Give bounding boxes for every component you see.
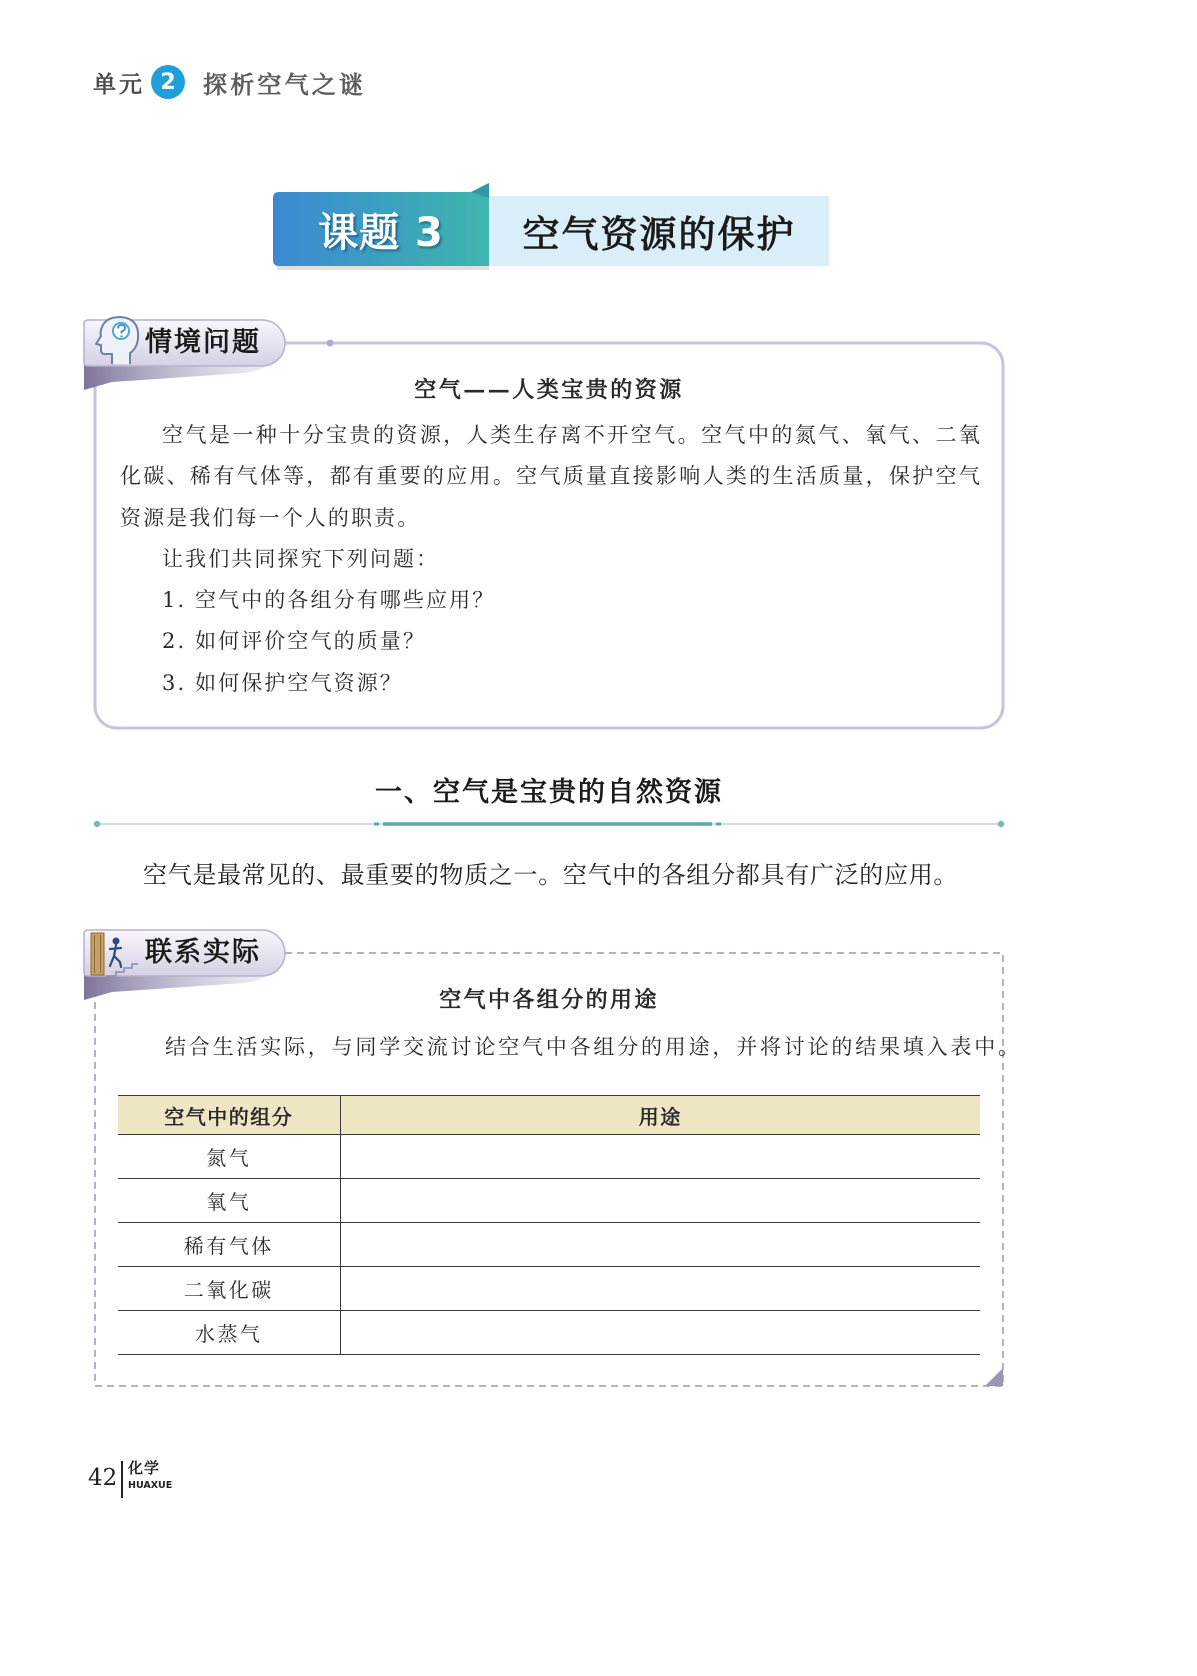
scenario-title: 空气——人类宝贵的资源 (414, 377, 684, 403)
unit-label: 单元 (93, 71, 145, 98)
unit-title: 探析空气之谜 (203, 70, 367, 99)
practice-title: 空气中各组分的用途 (439, 987, 659, 1013)
table-row (118, 1311, 980, 1355)
use-cell (340, 1179, 980, 1223)
use-cell (340, 1135, 980, 1179)
practice-instruction: 结合生活实际，与同学交流讨论空气中各组分的用途，并将讨论的结果填入表中。 (165, 1035, 1022, 1059)
use-cell (340, 1311, 980, 1355)
scenario-box-dot (327, 340, 334, 347)
scenario-body (120, 415, 982, 704)
practice-tag-label: 联系实际 (145, 937, 261, 968)
subject-pinyin: HUAXUE (128, 1480, 173, 1491)
component-cell: 稀有气体 (118, 1223, 340, 1267)
unit-header (93, 63, 366, 101)
question-item: 2. 如何评价空气的质量？ (162, 629, 427, 654)
page-number: 42 (88, 1465, 118, 1491)
section-intro: 空气是最常见的、最重要的物质之一。空气中的各组分都具有广泛的应用。 (143, 861, 959, 889)
unit-number-badge: 2 (151, 65, 185, 99)
component-cell: 二氧化碳 (118, 1267, 340, 1311)
subject-name: 化学 (128, 1459, 161, 1477)
footer-divider (121, 1461, 123, 1498)
section-heading: 一、空气是宝贵的自然资源 (375, 777, 723, 808)
table-row (118, 1267, 980, 1311)
use-cell (340, 1223, 980, 1267)
component-cell: 水蒸气 (118, 1311, 340, 1355)
scenario-paragraph: 让我们共同探究下列问题： (162, 546, 440, 571)
table-row (118, 1223, 980, 1267)
column-header-component: 空气中的组分 (118, 1096, 340, 1135)
scenario-paragraph: 空气是一种十分宝贵的资源，人类生存离不开空气。空气中的氮气、氧气、二氧化碳、稀有气体等，都有重要的应用。空气质量直接影响人类的生活质量，保护空气资源是我们每一个人的职责。 (120, 423, 982, 530)
component-cell: 氮气 (118, 1135, 340, 1179)
scenario-tag-label: 情境问题 (145, 327, 261, 358)
column-header-use: 用途 (340, 1096, 980, 1135)
use-cell (340, 1267, 980, 1311)
table-row (118, 1179, 980, 1223)
lesson-label: 课题 3 (318, 209, 444, 256)
lesson-title: 空气资源的保护 (522, 213, 796, 256)
practice-box-corner (985, 1368, 1003, 1386)
section-divider (94, 821, 1004, 827)
component-cell: 氧气 (118, 1179, 340, 1223)
table-header-row (118, 1096, 980, 1135)
air-components-table (118, 1095, 980, 1355)
question-item: 1. 空气中的各组分有哪些应用？ (162, 588, 496, 613)
table-row (118, 1135, 980, 1179)
question-item: 3. 如何保护空气资源？ (162, 670, 403, 695)
